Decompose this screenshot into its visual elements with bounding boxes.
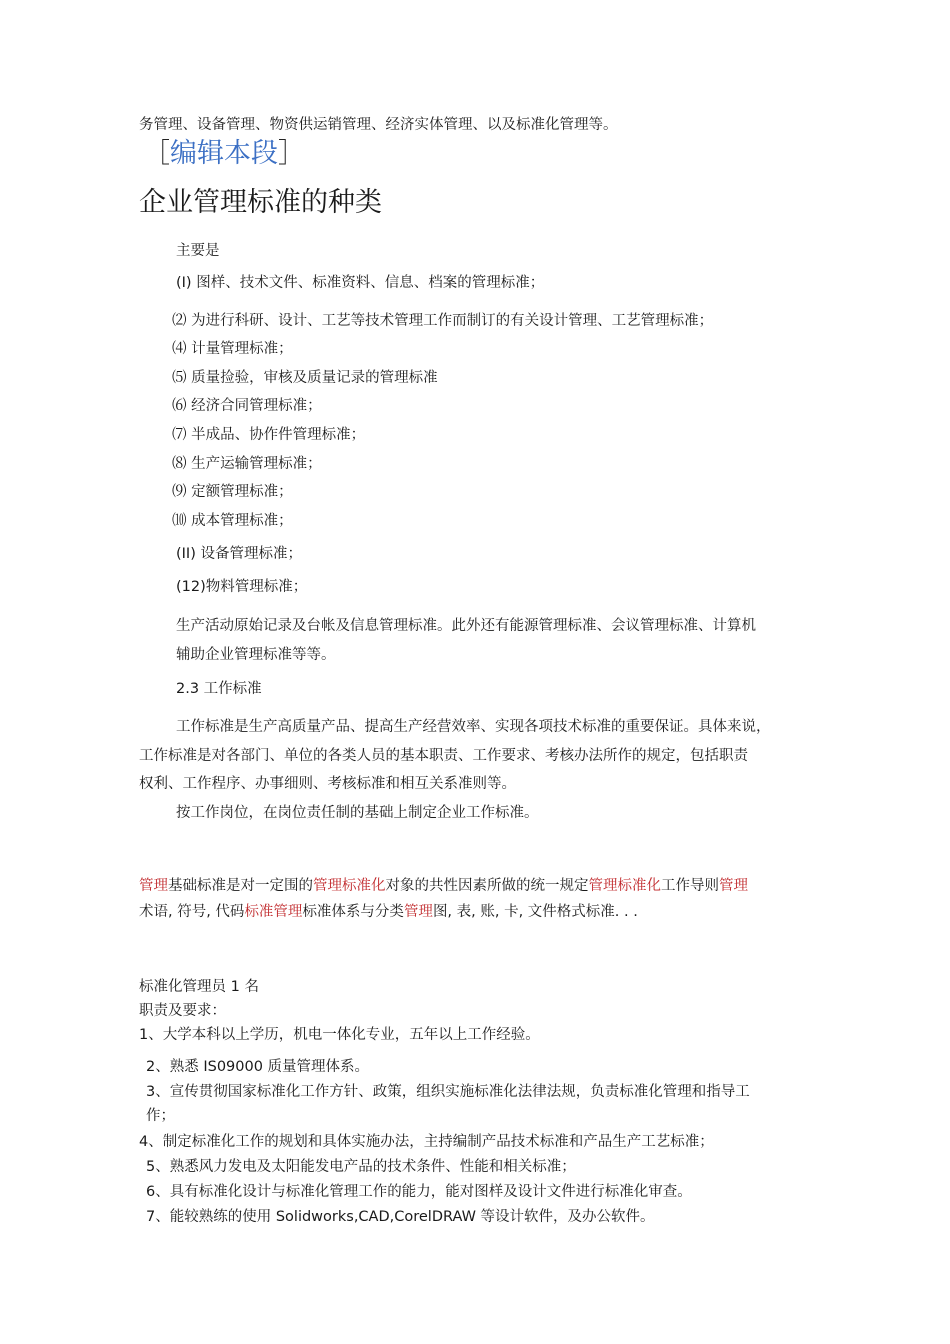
link-term[interactable]: 管理 xyxy=(139,878,168,894)
production-para-line: 生产活动原始记录及台帐及信息管理标准。此外还有能源管理标准、会议管理标准、计算机 xyxy=(176,618,756,634)
list-item: ⑹ 经济合同管理标准； xyxy=(172,398,322,414)
list-item: ⑼ 定额管理标准； xyxy=(172,484,293,500)
link-term[interactable]: 管理标准化 xyxy=(588,878,661,894)
list-item: (12)物料管理标准； xyxy=(176,579,308,595)
list-item: ⑵ 为进行科研、设计、工艺等技术管理工作而制订的有关设计管理、工艺管理标准； xyxy=(172,313,714,329)
edit-section-link[interactable] xyxy=(143,136,305,172)
plain-text: 术语, 符号, 代码 xyxy=(139,904,245,920)
plain-text: 基础标准是对一定围的 xyxy=(168,878,313,894)
list-item: ⑻ 生产运输管理标准； xyxy=(172,456,322,472)
job-title: 标准化管理员 1 名 xyxy=(139,979,259,995)
job-req-item: 6、具有标准化设计与标准化管理工作的能力，能对图样及设计文件进行标准化审查。 xyxy=(146,1184,692,1200)
work-post-para: 按工作岗位，在岗位责任制的基础上制定企业工作标准。 xyxy=(176,805,539,821)
plain-text: 图, 表, 账, 卡, 文件格式标准. . . xyxy=(432,904,638,920)
list-item: ⑸ 质量捡验，审核及质量记录的管理标准 xyxy=(172,370,438,386)
link-term[interactable]: 管理标准化 xyxy=(313,878,386,894)
link-term[interactable]: 标准管理 xyxy=(244,904,303,920)
intro-text: 务管理、设备管理、物资供运销管理、经济实体管理、以及标准化管理等。 xyxy=(139,117,618,133)
list-item: ⑷ 计量管理标准； xyxy=(172,341,293,357)
list-item: (I) 图样、技术文件、标准资料、信息、档案的管理标准； xyxy=(176,275,545,291)
job-req-item: 7、能较熟练的使用 Solidworks,CAD,CorelDRAW 等设计软件，及办公软件。 xyxy=(146,1209,655,1225)
list-item: (II) 设备管理标准； xyxy=(176,546,302,562)
bracket-open: ［ xyxy=(143,138,170,169)
job-req-item: 4、制定标准化工作的规划和具体实施办法，主持编制产品技术标准和产品生产工艺标准； xyxy=(139,1134,714,1150)
work-std-para-line: 权利、工作程序、办事细则、考核标准和相互关系准则等。 xyxy=(139,776,516,792)
job-req-item: 作； xyxy=(146,1108,175,1124)
basic-std-line xyxy=(139,902,638,922)
main-intro: 主要是 xyxy=(176,243,220,259)
job-req-item: 3、宣传贯彻国家标准化工作方针、政策，组织实施标准化法律法规，负责标准化管理和指导工 xyxy=(146,1084,750,1100)
job-req-label: 职责及要求： xyxy=(139,1003,226,1019)
work-std-para-line: 工作标准是对各部门、单位的各类人员的基本职责、工作要求、考核办法所作的规定，包括职责 xyxy=(139,748,748,764)
subsection-title: 2.3 工作标准 xyxy=(176,681,262,697)
plain-text: 标准体系与分类 xyxy=(302,904,404,920)
link-term[interactable]: 管理 xyxy=(719,878,748,894)
basic-std-line xyxy=(139,876,748,896)
job-req-item: 2、熟悉 IS09000 质量管理体系。 xyxy=(146,1059,370,1075)
link-term[interactable]: 管理 xyxy=(403,904,433,920)
production-para-line: 辅助企业管理标准等等。 xyxy=(176,647,336,663)
plain-text: 工作导则 xyxy=(661,878,719,894)
bracket-close: ］ xyxy=(278,138,305,169)
list-item: ⑽ 成本管理标准； xyxy=(172,513,293,529)
job-req-item: 1、大学本科以上学历，机电一体化专业，五年以上工作经验。 xyxy=(139,1027,540,1043)
plain-text: 对象的共性因素所做的统一规定 xyxy=(385,878,589,894)
list-item: ⑺ 半成品、协作件管理标准； xyxy=(172,427,366,443)
edit-section-label[interactable]: 编辑本段 xyxy=(170,138,278,169)
section-heading: 企业管理标准的种类 xyxy=(139,187,382,218)
work-std-para-line: 工作标准是生产高质量产品、提高生产经营效率、实现各项技术标准的重要保证。具体来说， xyxy=(176,719,771,735)
job-req-item: 5、熟悉风力发电及太阳能发电产品的技术条件、性能和相关标准； xyxy=(146,1159,576,1175)
